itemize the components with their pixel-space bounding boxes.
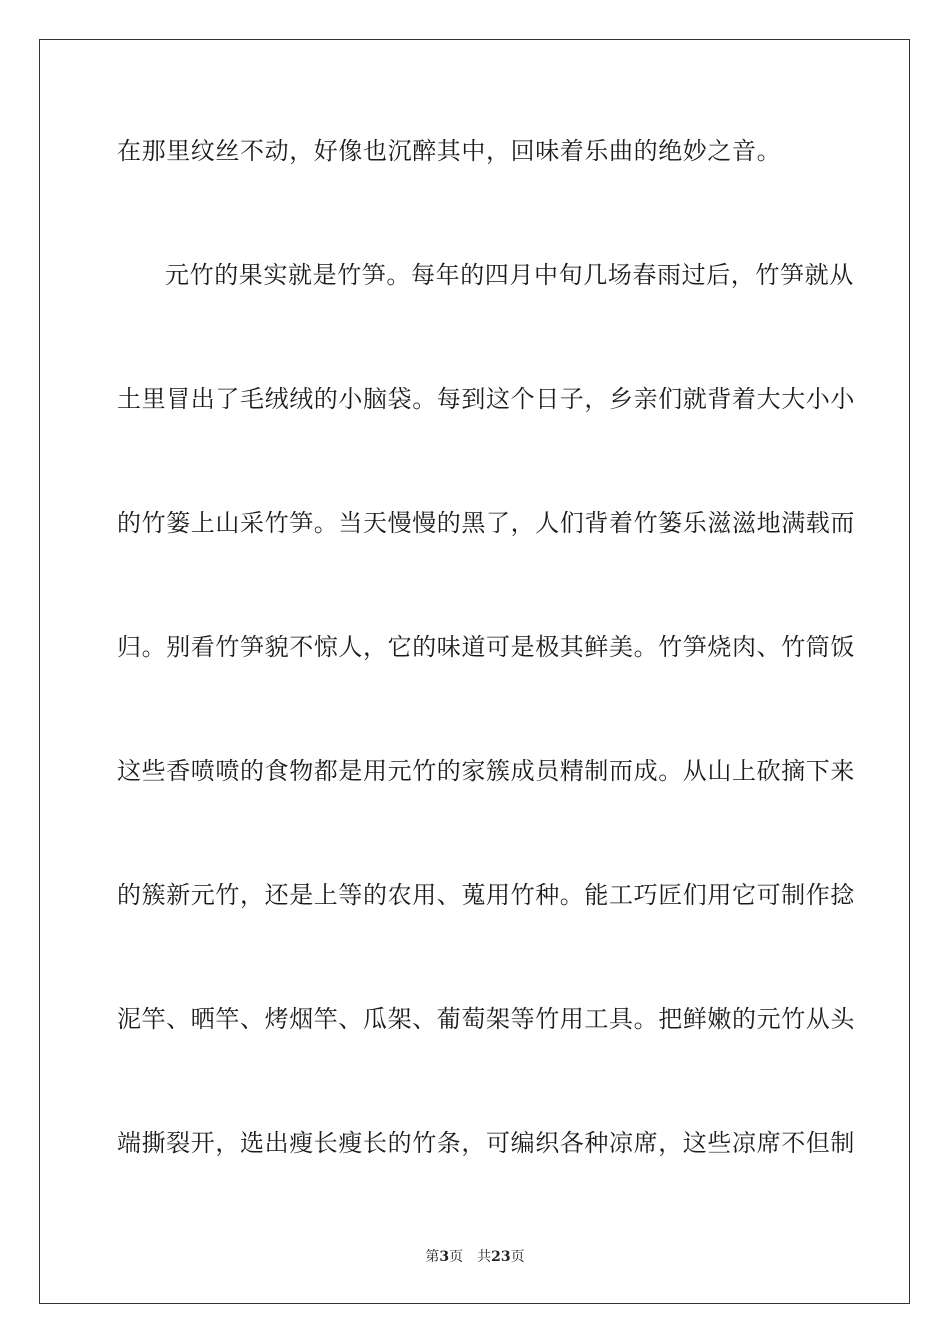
total-pages: 23 (491, 1249, 511, 1265)
text-line-4: 的竹篓上山采竹笋。当天慢慢的黑了，人们背着竹篓乐滋滋地满载而 (117, 509, 855, 537)
text-line-7: 的簇新元竹，还是上等的农用、蒐用竹种。能工巧匠们用它可制作捻 (117, 881, 855, 909)
page-footer (0, 1248, 950, 1266)
text-line-8: 泥竿、晒竿、烤烟竿、瓜架、葡萄架等竹用工具。把鲜嫩的元竹从头 (117, 1005, 855, 1033)
page-border (39, 39, 910, 1304)
total-label-suffix: 页 (510, 1249, 525, 1265)
page-label-prefix: 第 (425, 1249, 440, 1265)
page-label-suffix: 页 (449, 1249, 464, 1265)
text-line-9: 端撕裂开，选出瘦长瘦长的竹条，可编织各种凉席，这些凉席不但制 (117, 1129, 855, 1157)
total-label-prefix: 共 (477, 1249, 492, 1265)
text-line-2: 元竹的果实就是竹笋。每年的四月中旬几场春雨过后，竹笋就从 (165, 261, 854, 289)
text-line-6: 这些香喷喷的食物都是用元竹的家簇成员精制而成。从山上砍摘下来 (117, 757, 855, 785)
text-line-1: 在那里纹丝不动，好像也沉醉其中，回味着乐曲的绝妙之音。 (117, 137, 782, 165)
page-number: 3 (439, 1249, 450, 1265)
text-line-3: 土里冒出了毛绒绒的小脑袋。每到这个日子，乡亲们就背着大大小小 (117, 385, 855, 413)
text-line-5: 归。别看竹笋貌不惊人，它的味道可是极其鲜美。竹笋烧肉、竹筒饭 (117, 633, 855, 661)
